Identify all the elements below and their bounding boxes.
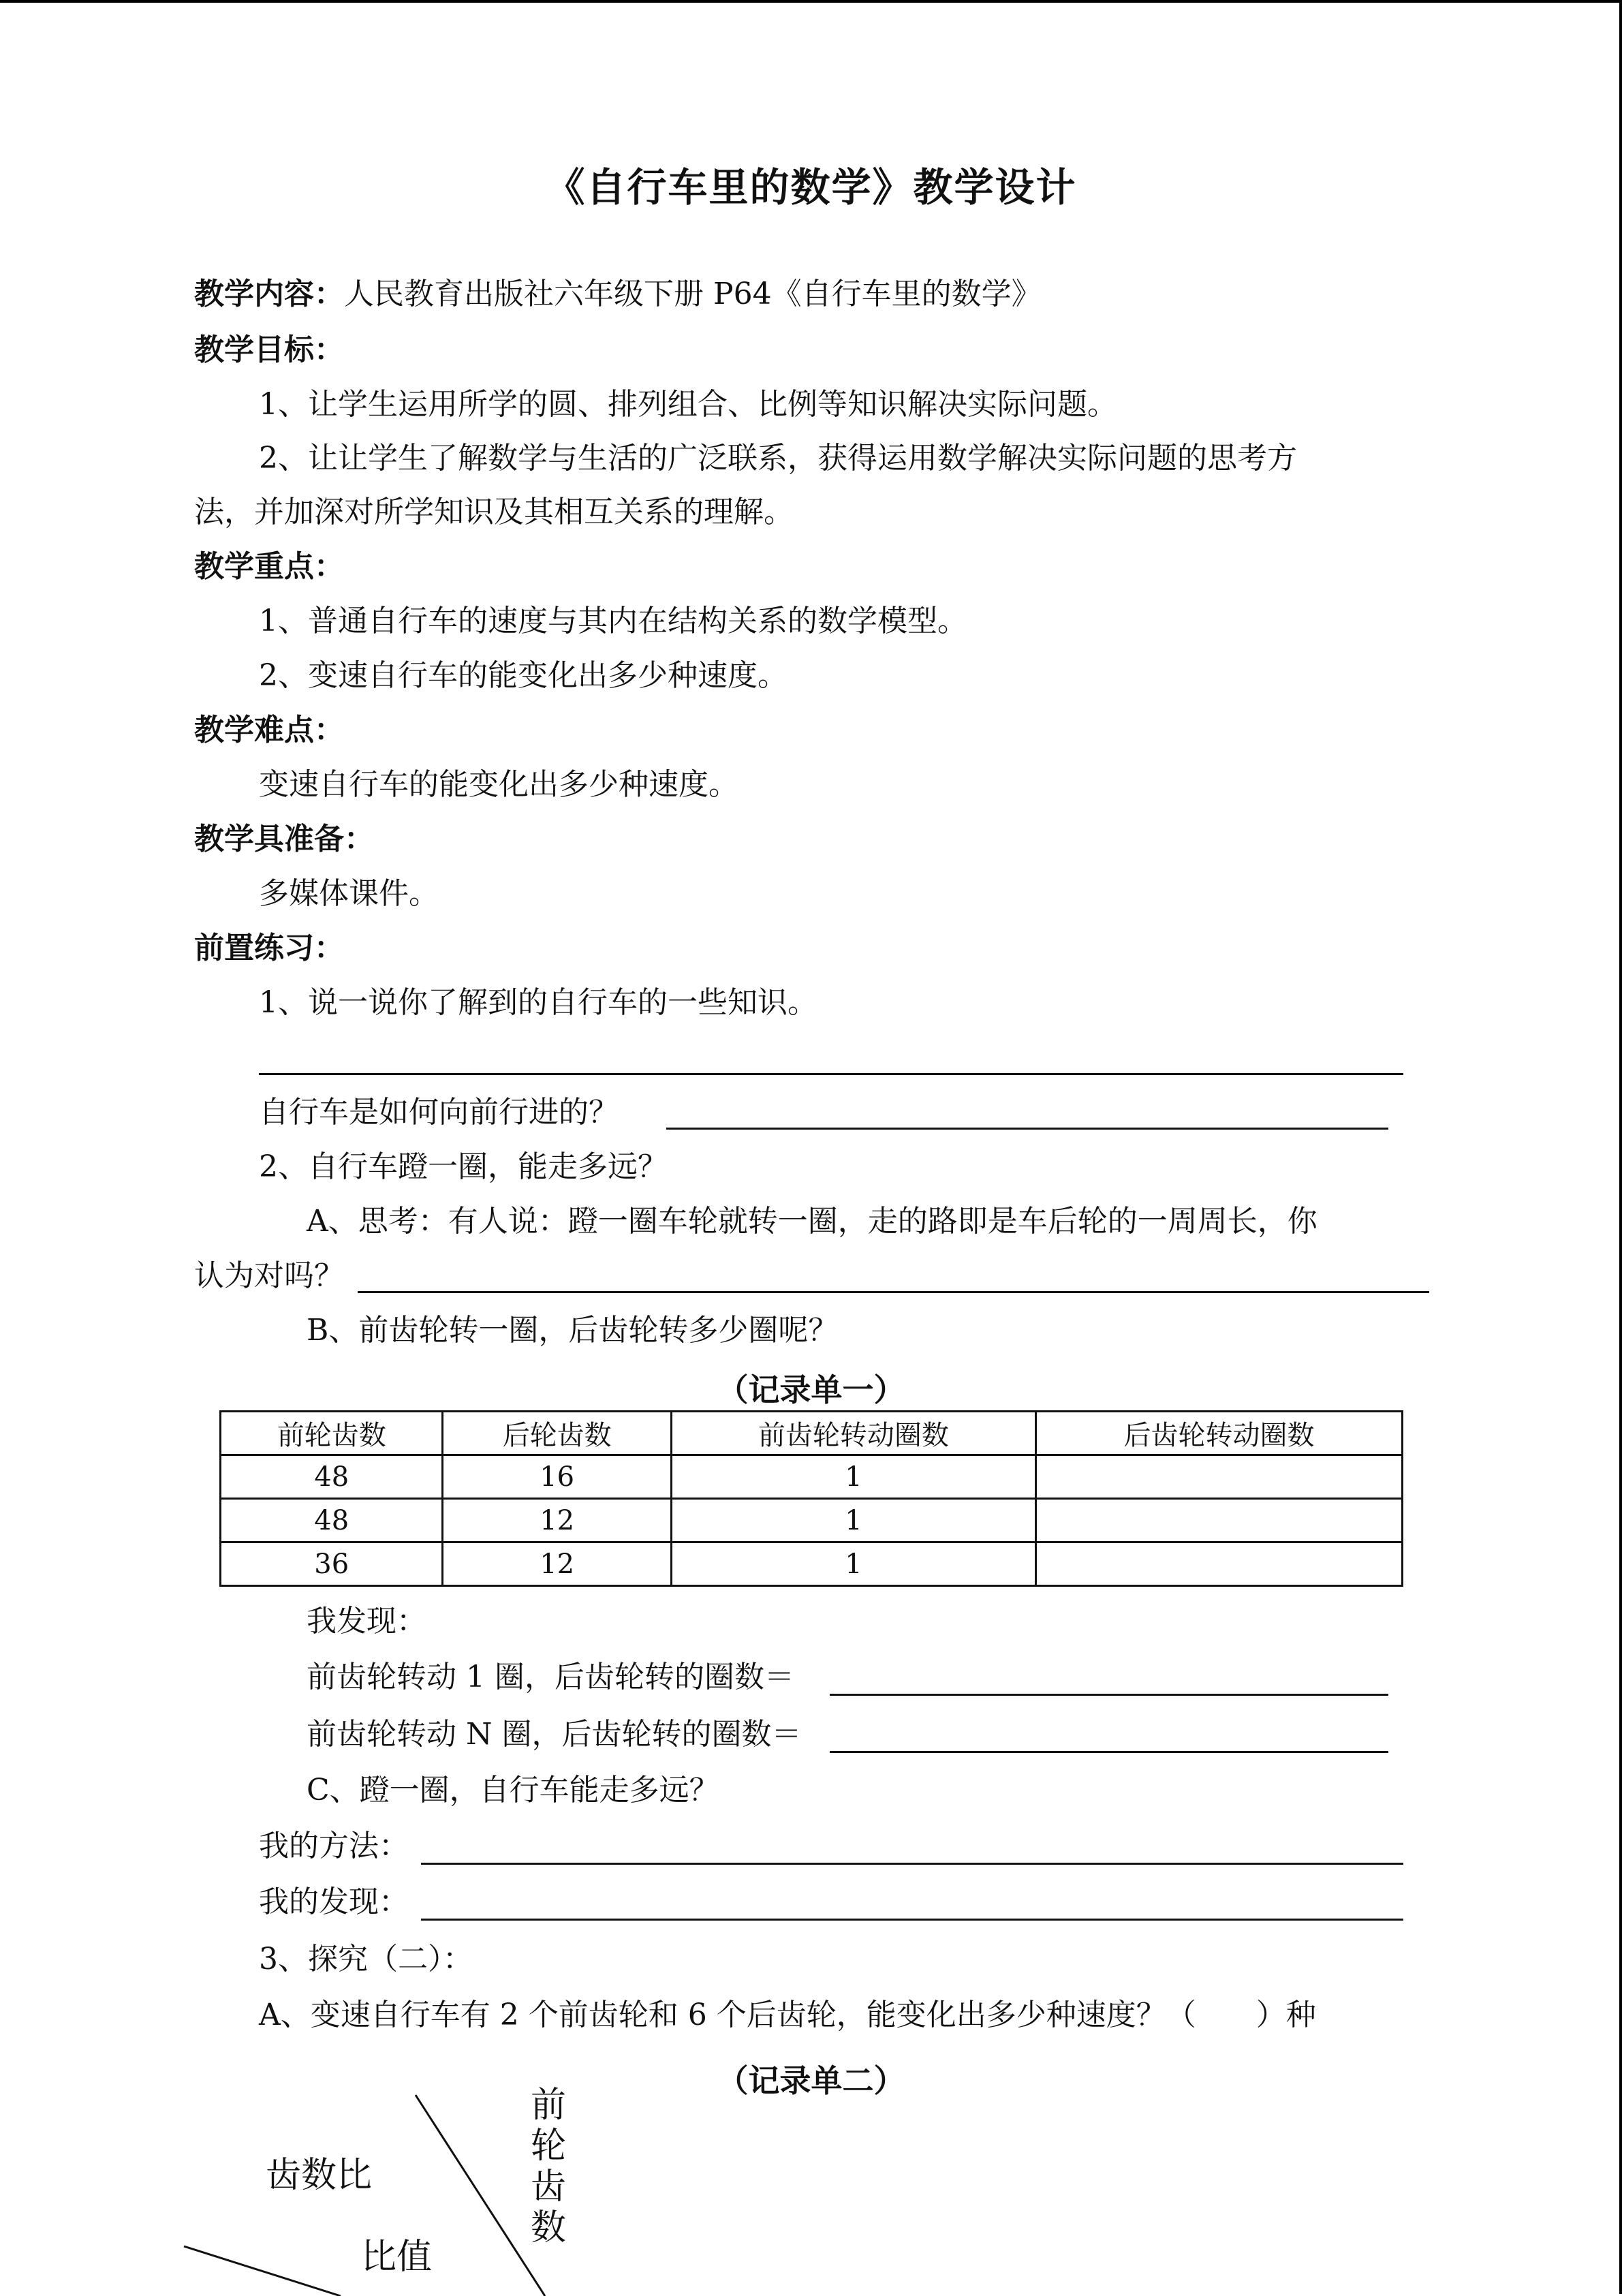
difficulty-label: 教学难点： [194, 713, 344, 747]
table-cell-answer[interactable] [1035, 1499, 1402, 1542]
answer-blank-1b[interactable] [666, 1128, 1388, 1130]
answer-blank-2a[interactable] [358, 1291, 1429, 1293]
header-front-char-3: 齿 [530, 2167, 566, 2207]
preparation-text: 多媒体课件。 [259, 876, 439, 911]
key-point-2: 2、变速自行车的能变化出多少种速度。 [259, 658, 787, 693]
content-line [194, 274, 1042, 315]
table-cell: 16 [443, 1455, 671, 1499]
answer-blank-f1[interactable] [830, 1694, 1388, 1696]
table-cell: 12 [443, 1542, 671, 1586]
content-text: 人民教育出版社六年级下册 P64《自行车里的数学》 [344, 277, 1042, 311]
question-2a-line1: A、思考：有人说：蹬一圈车轮就转一圈，走的路即是车后轮的一周周长，你 [307, 1204, 1317, 1239]
table-cell: 1 [671, 1455, 1035, 1499]
difficulty-text: 变速自行车的能变化出多少种速度。 [259, 767, 738, 802]
table-row [221, 1499, 1403, 1542]
header-front-char-1: 前 [530, 2085, 566, 2126]
header-rear-teeth: 后轮齿数 [443, 1412, 671, 1455]
header-front-turns: 前齿轮转动圈数 [671, 1412, 1035, 1455]
header-front-teeth: 前轮齿数 [221, 1412, 443, 1455]
objective-1: 1、让学生运用所学的圆、排列组合、比例等知识解决实际问题。 [259, 387, 1117, 422]
header-ratio-label: 齿数比 [266, 2155, 373, 2196]
key-point-1: 1、普通自行车的速度与其内在结构关系的数学模型。 [259, 604, 967, 638]
finding-1: 前齿轮转动 1 圈，后齿轮转的圈数＝ [307, 1660, 794, 1694]
objectives-label: 教学目标： [194, 332, 344, 367]
question-1b: 自行车是如何向前行进的？ [259, 1095, 619, 1130]
table-cell: 1 [671, 1542, 1035, 1586]
answer-blank-method[interactable] [421, 1863, 1403, 1865]
record1-table [219, 1410, 1403, 1587]
answer-blank-1[interactable] [259, 1073, 1403, 1075]
header-front-char-2: 轮 [530, 2126, 566, 2167]
preparation-label: 教学具准备： [194, 822, 374, 856]
explore2-heading: 3、探究（二）： [259, 1942, 473, 1976]
table-cell: 48 [221, 1499, 443, 1542]
table-cell: 36 [221, 1542, 443, 1586]
table-header-row [221, 1412, 1403, 1455]
findings-label: 我发现： [307, 1604, 426, 1639]
question-1: 1、说一说你了解到的自行车的一些知识。 [259, 985, 817, 1020]
header-value-label: 比值 [361, 2237, 433, 2278]
explore2-question-a: A、变速自行车有 2 个前齿轮和 6 个后齿轮，能变化出多少种速度？（ ）种 [259, 1998, 1316, 2032]
table-cell-answer[interactable] [1035, 1455, 1402, 1499]
method-label: 我的方法： [259, 1829, 409, 1863]
record2-header-cell [177, 2085, 586, 2296]
answer-blank-f2[interactable] [830, 1751, 1388, 1753]
content-label: 教学内容： [194, 277, 344, 311]
record2-caption: （记录单二） [717, 2062, 905, 2099]
table-cell-answer[interactable] [1035, 1542, 1402, 1586]
question-2b: B、前齿轮转一圈，后齿轮转多少圈呢？ [307, 1313, 839, 1348]
page-right-border [1619, 0, 1622, 2294]
header-front-char-4: 数 [530, 2207, 566, 2248]
pre-practice-label: 前置练习： [194, 931, 344, 965]
key-points-label: 教学重点： [194, 549, 344, 584]
question-2: 2、自行车蹬一圈，能走多远？ [259, 1149, 668, 1184]
finding-2: 前齿轮转动 N 圈，后齿轮转的圈数＝ [307, 1717, 802, 1752]
table-row [221, 1455, 1403, 1499]
record1-caption: （记录单一） [717, 1371, 905, 1408]
objective-2a: 2、让让学生了解数学与生活的广泛联系，获得运用数学解决实际问题的思考方 [259, 441, 1297, 476]
table-cell: 12 [443, 1499, 671, 1542]
objective-2b: 法，并加深对所学知识及其相互关系的理解。 [194, 495, 794, 529]
table-cell: 48 [221, 1455, 443, 1499]
document-title: 《自行车里的数学》教学设计 [545, 164, 1077, 211]
answer-blank-discovery[interactable] [421, 1919, 1403, 1921]
table-row [221, 1542, 1403, 1586]
discovery-label: 我的发现： [259, 1884, 409, 1919]
question-2a-line2: 认为对吗？ [194, 1258, 344, 1293]
header-rear-turns: 后齿轮转动圈数 [1035, 1412, 1402, 1455]
table-cell: 1 [671, 1499, 1035, 1542]
page-top-border [0, 0, 1622, 3]
question-2c: C、蹬一圈，自行车能走多远？ [307, 1773, 719, 1808]
